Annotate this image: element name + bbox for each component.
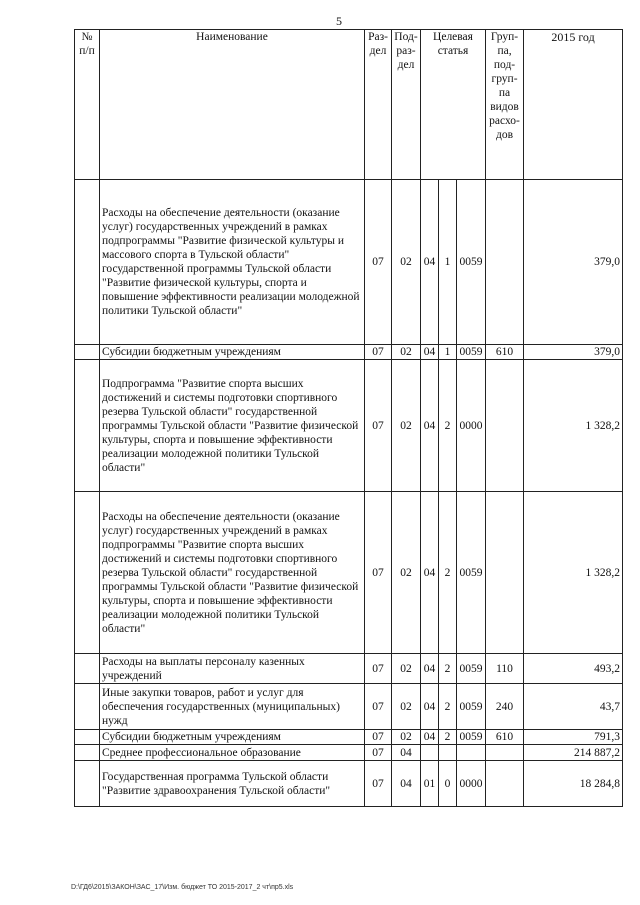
cell-vr: 610 (486, 345, 524, 360)
table-row (75, 654, 623, 684)
cell-num (75, 654, 100, 684)
cell-num (75, 761, 100, 807)
cell-pr: 02 (392, 360, 421, 492)
cell-name: Субсидии бюджетным учреждениям (100, 730, 365, 745)
file-path-footer: D:\ГД6\2015\ЗАКОН\ЗАС_17\Изм. бюджет ТО 2015-2017_2 чт\пр5.xls (71, 884, 294, 891)
cell-name: Подпрограмма "Развитие спорта высших достижений и системы подготовки спортивного резерва Тульской области" государственной программы Тульской области "Развитие физической культуры, спорта и повышение эффективности реализации молодежной политики Тульской области" (100, 360, 365, 492)
cell-vr (486, 492, 524, 654)
cell-amount: 791,3 (524, 730, 623, 745)
cell-cs3: 0059 (457, 492, 486, 654)
cell-vr (486, 360, 524, 492)
cell-cs2: 2 (439, 360, 457, 492)
budget-table (74, 29, 623, 807)
cell-cs1: 04 (421, 345, 439, 360)
cell-cs1: 04 (421, 180, 439, 345)
cell-rz: 07 (365, 492, 392, 654)
cell-num (75, 360, 100, 492)
cell-pr: 02 (392, 180, 421, 345)
table-row (75, 492, 623, 654)
cell-amount: 214 887,2 (524, 745, 623, 761)
cell-pr: 02 (392, 684, 421, 730)
header-year: 2015 год (524, 30, 623, 180)
cell-amount: 43,7 (524, 684, 623, 730)
cell-rz: 07 (365, 745, 392, 761)
cell-vr (486, 761, 524, 807)
cell-cs1: 04 (421, 730, 439, 745)
table-row (75, 745, 623, 761)
table-row (75, 684, 623, 730)
cell-num (75, 345, 100, 360)
cell-cs2: 2 (439, 654, 457, 684)
cell-pr: 02 (392, 345, 421, 360)
cell-vr: 610 (486, 730, 524, 745)
cell-cs2: 2 (439, 492, 457, 654)
cell-rz: 07 (365, 360, 392, 492)
cell-cs3: 0059 (457, 684, 486, 730)
cell-cs1: 01 (421, 761, 439, 807)
cell-pr: 04 (392, 745, 421, 761)
cell-name: Расходы на обеспечение деятельности (оказание услуг) государственных учреждений в рамках подпрограммы "Развитие физической культуры и массового спорта в Тульской области" государственной программы Тульской области "Развитие физической культуры, спорта и повышение эффективности реализации молодежной политики Тульской области" (100, 180, 365, 345)
cell-pr: 02 (392, 492, 421, 654)
cell-pr: 02 (392, 730, 421, 745)
cell-rz: 07 (365, 730, 392, 745)
cell-cs3: 0059 (457, 345, 486, 360)
cell-num (75, 684, 100, 730)
header-name: Наименование (100, 30, 365, 180)
header-podrazdel: Под-раз-дел (392, 30, 421, 180)
header-razdel: Раз-дел (365, 30, 392, 180)
cell-cs1: 04 (421, 684, 439, 730)
cell-name: Расходы на выплаты персоналу казенных учреждений (100, 654, 365, 684)
cell-rz: 07 (365, 345, 392, 360)
cell-cs2: 1 (439, 180, 457, 345)
table-row (75, 345, 623, 360)
cell-amount: 493,2 (524, 654, 623, 684)
cell-name: Расходы на обеспечение деятельности (оказание услуг) государственных учреждений в рамках подпрограммы "Развитие спорта высших достижений и системы подготовки спортивного резерва Тульской области" государственной программы Тульской области "Развитие физической культуры, спорта и повышение эффективности реализации молодежной политики Тульской области" (100, 492, 365, 654)
cell-amount: 379,0 (524, 345, 623, 360)
cell-rz: 07 (365, 180, 392, 345)
cell-amount: 18 284,8 (524, 761, 623, 807)
cell-num (75, 745, 100, 761)
cell-vr (486, 180, 524, 345)
cell-name: Среднее профессиональное образование (100, 745, 365, 761)
cell-cs3: 0059 (457, 730, 486, 745)
page-number: 5 (336, 14, 342, 28)
header-target: Целевая статья (421, 30, 486, 180)
cell-cs2: 1 (439, 345, 457, 360)
cell-num (75, 180, 100, 345)
cell-cs1: 04 (421, 360, 439, 492)
table-row (75, 761, 623, 807)
cell-num (75, 730, 100, 745)
cell-cs2: 2 (439, 684, 457, 730)
cell-amount: 1 328,2 (524, 360, 623, 492)
cell-cs1 (421, 745, 439, 761)
cell-rz: 07 (365, 654, 392, 684)
cell-cs1: 04 (421, 654, 439, 684)
cell-cs2: 2 (439, 730, 457, 745)
cell-vr (486, 745, 524, 761)
cell-cs2: 0 (439, 761, 457, 807)
cell-pr: 04 (392, 761, 421, 807)
cell-cs3: 0000 (457, 360, 486, 492)
cell-pr: 02 (392, 654, 421, 684)
table-row (75, 180, 623, 345)
cell-rz: 07 (365, 684, 392, 730)
table-header-row (75, 30, 623, 180)
cell-cs3 (457, 745, 486, 761)
table-row (75, 360, 623, 492)
cell-cs1: 04 (421, 492, 439, 654)
table-row (75, 730, 623, 745)
cell-cs3: 0059 (457, 180, 486, 345)
cell-amount: 1 328,2 (524, 492, 623, 654)
cell-name: Субсидии бюджетным учреждениям (100, 345, 365, 360)
cell-cs3: 0000 (457, 761, 486, 807)
cell-cs3: 0059 (457, 654, 486, 684)
cell-rz: 07 (365, 761, 392, 807)
cell-name: Иные закупки товаров, работ и услуг для обеспечения государственных (муниципальных) нужд (100, 684, 365, 730)
cell-vr: 110 (486, 654, 524, 684)
header-group: Груп-па, под-груп-па видов расхо-дов (486, 30, 524, 180)
cell-num (75, 492, 100, 654)
cell-name: Государственная программа Тульской области "Развитие здравоохранения Тульской области" (100, 761, 365, 807)
header-num: № п/п (75, 30, 100, 180)
cell-amount: 379,0 (524, 180, 623, 345)
cell-cs2 (439, 745, 457, 761)
cell-vr: 240 (486, 684, 524, 730)
